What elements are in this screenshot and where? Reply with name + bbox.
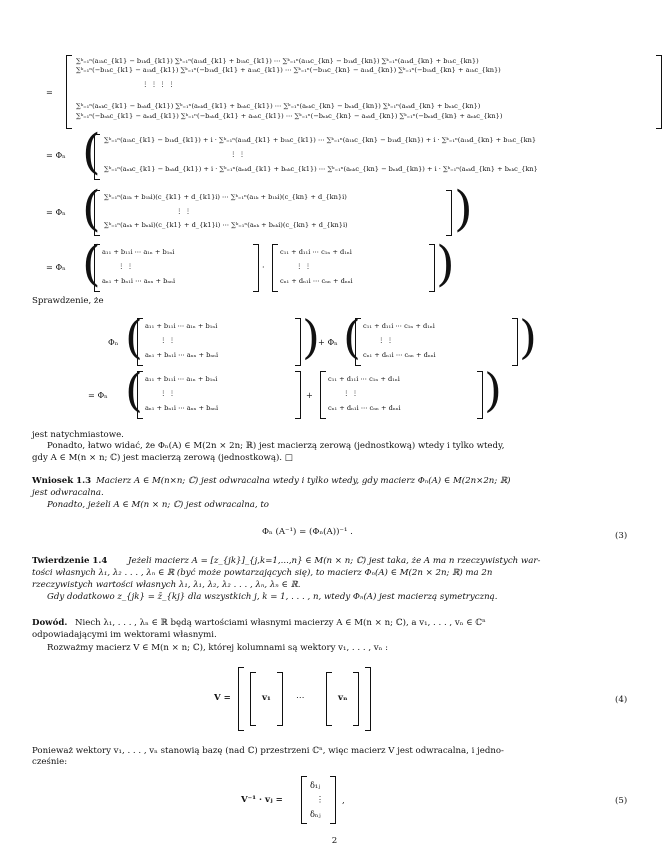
corollary-line2: jest odwracalna. <box>32 488 104 498</box>
corollary-line1: Macierz A ∈ M(n×n; ℂ) jest odwracalna wtedy i tylko wtedy, gdy macierz Φₙ(A) ∈ M(2n×2n; ℝ) <box>96 476 511 486</box>
block4-matA-right-bracket <box>253 244 259 292</box>
block3-row-3: ∑ᵏ₌₁ⁿ(aₙₖ + bₙₖi)(c_{k1} + d_{k1}i) ⋯ ∑ᵏ₌₁ⁿ(aₙₖ + bₙₖi)(c_{kn} + d_{kn}i) <box>104 221 348 229</box>
block3-left-paren: ( <box>82 181 101 237</box>
paragraph1-line3: gdy A ∈ M(n × n; ℂ) jest macierzą zerową (jednostkową). □ <box>32 453 293 463</box>
check-l1-matC-left-bracket <box>355 318 361 366</box>
theorem-line3: rzeczywistych wartości własnych λ₁, λ₁, λ₂, λ₂ . . . , λₙ, λₙ ∈ ℝ. <box>32 580 301 590</box>
block4-matC-row-2: ⋮ ⋮ <box>296 262 312 270</box>
check-l1-matC-right-bracket <box>512 318 518 366</box>
corollary-line3: Ponadto, jeżeli A ∈ M(n × n; ℂ) jest odwracalna, to <box>47 500 269 510</box>
block3-right-paren: ) <box>454 181 473 237</box>
check-phi: Φₙ <box>108 337 119 347</box>
vn-right-bracket <box>353 672 359 726</box>
block4-matC-row-1: c₁₁ + d₁₁i ⋯ c₁ₙ + d₁ₙi <box>280 248 352 256</box>
equation-number-3: (3) <box>615 531 628 541</box>
block1-row-2: ∑ᵏ₌₁ⁿ(−b₁ₖc_{k1} − a₁ₖd_{k1}) ∑ᵏ₌₁ⁿ(−b₁ₖd_{k1} + a₁ₖc_{k1}) ⋯ ∑ᵏ₌₁ⁿ(−b₁ₖc_{kn} − a₁ₖd_{kn}) ∑ᵏ₌₁ⁿ(−b₁ₖd_{kn} + a₁ₖc_{kn}) <box>76 66 501 74</box>
delta-left-bracket <box>301 776 307 824</box>
check-l1-matA-right-bracket <box>295 318 301 366</box>
paragraph1-line2: Ponadto, łatwo widać, że Φₙ(A) ∈ M(2n × 2n; ℝ) jest macierzą zerową (jednostkową) wtedy i tylko wtedy, <box>47 441 505 451</box>
block4-matA-row-2: ⋮ ⋮ <box>118 262 134 270</box>
delta-right-bracket <box>330 776 336 824</box>
check-l1-matC-row-2: ⋮ ⋮ <box>378 336 394 344</box>
check-plus: + <box>306 390 313 400</box>
v1-right-bracket <box>277 672 283 726</box>
block3-left-bracket <box>94 190 100 236</box>
check-l1-paren-b: ) <box>302 310 320 364</box>
check-l1-paren-c: ( <box>343 310 361 364</box>
proof-line5: cześnie: <box>32 757 68 767</box>
corollary-formula: Φₙ (A⁻¹) = (Φₙ(A))⁻¹ . <box>262 527 353 537</box>
paragraph1-line1: jest natychmiastowe. <box>32 430 124 440</box>
check-l2-matC-row-3: cₙ₁ + dₙ₁i ⋯ cₙₙ + dₙₙi <box>328 404 401 412</box>
page-number: 2 <box>331 836 338 846</box>
block3-row-2: ⋮ ⋮ <box>176 207 192 215</box>
equation-number-4: (4) <box>615 695 628 705</box>
theorem-line2: tości własnych λ₁, λ₂ . . . , λₙ ∈ ℝ (być może powtarzających się), to macierz Φₙ(A) ∈ M(2n × 2n; ℝ) ma 2n <box>32 568 493 578</box>
delta-comma: , <box>342 796 345 806</box>
check-l2-matA-left-bracket <box>137 371 143 419</box>
proof-line3: Rozważmy macierz V ∈ M(n × n; ℂ), której kolumnami są wektory v₁, . . . , vₙ : <box>47 643 388 653</box>
check-plus-phi: + Φₙ <box>318 337 338 347</box>
check-l1-matA-row-1: a₁₁ + b₁₁i ⋯ a₁ₙ + b₁ₙi <box>145 322 218 330</box>
delta-row-3: δₙⱼ <box>310 809 321 819</box>
check-l2-matC-row-2: ⋮ ⋮ <box>343 389 359 397</box>
delta-row-2: ⋮ <box>316 794 325 804</box>
block4-prefix: = Φₙ <box>46 262 66 272</box>
block2-prefix: = Φₙ <box>46 150 66 160</box>
check-l1-matA-row-3: aₙ₁ + bₙ₁i ⋯ aₙₙ + bₙₙi <box>145 351 219 359</box>
block4-matA-row-3: aₙ₁ + bₙ₁i ⋯ aₙₙ + bₙₙi <box>102 277 176 285</box>
V-outer-left-bracket <box>238 667 244 731</box>
proof-line4: Ponieważ wektory v₁, . . . , vₙ stanowią bazę (nad ℂ) przestrzeni ℂⁿ, więc macierz V jest odwracalna, i jedno- <box>32 746 504 756</box>
Vinv-equation: V⁻¹ · vⱼ = <box>241 795 283 805</box>
block1-row-5: ∑ᵏ₌₁ⁿ(−bₙₖc_{k1} − aₙₖd_{k1}) ∑ᵏ₌₁ⁿ(−bₙₖd_{k1} + aₙₖc_{k1}) ⋯ ∑ᵏ₌₁ⁿ(−bₙₖc_{kn} − aₙₖd_{kn}) ∑ᵏ₌₁ⁿ(−bₙₖd_{kn} + aₙₖc_{kn}) <box>76 112 503 120</box>
block1-row-3: ⋮ ⋮ ⋮ ⋮ <box>142 80 175 88</box>
check-eq-phi: = Φₙ <box>88 390 108 400</box>
check-l1-matA-row-2: ⋮ ⋮ <box>160 336 176 344</box>
check-l1-matA-left-bracket <box>137 318 143 366</box>
block4-matC-left-bracket <box>272 244 278 292</box>
block2-row-2: ⋮ ⋮ <box>230 150 246 158</box>
block4-matC-right-bracket <box>429 244 435 292</box>
check-l2-matC-right-bracket <box>477 371 483 419</box>
check-l2-matC-row-1: c₁₁ + d₁₁i ⋯ c₁ₙ + d₁ₙi <box>328 375 400 383</box>
check-l2-matC-left-bracket <box>320 371 326 419</box>
vn-left-bracket <box>326 672 332 726</box>
block4-matC-row-3: cₙ₁ + dₙ₁i ⋯ cₙₙ + dₙₙi <box>280 277 353 285</box>
block4-matA-row-1: a₁₁ + b₁₁i ⋯ a₁ₙ + b₁ₙi <box>102 248 175 256</box>
block1-equals: = <box>46 87 53 97</box>
check-l2-paren-a: ( <box>125 363 143 417</box>
block1-row-1: ∑ᵏ₌₁ⁿ(a₁ₖc_{k1} − b₁ₖd_{k1}) ∑ᵏ₌₁ⁿ(a₁ₖd_{k1} + b₁ₖc_{k1}) ⋯ ∑ᵏ₌₁ⁿ(a₁ₖc_{kn} − b₁ₖd_{kn}) ∑ᵏ₌₁ⁿ(a₁ₖd_{kn} + b₁ₖc_{kn}) <box>76 57 479 65</box>
theorem-line4: Gdy dodatkowo z_{jk} = z̄_{kj} dla wszystkich j, k = 1, . . . , n, wtedy Φₙ(A) jest macierzą symetryczną. <box>47 592 498 602</box>
proof-line1: Niech λ₁, . . . , λₙ ∈ ℝ będą wartościami własnymi macierzy A ∈ M(n × n; ℂ), a v₁, . . . , vₙ ∈ ℂⁿ <box>75 618 486 628</box>
block2-row-3: ∑ᵏ₌₁ⁿ(aₙₖc_{k1} − bₙₖd_{k1}) + i · ∑ᵏ₌₁ⁿ(aₙₖd_{k1} + bₙₖc_{k1}) ⋯ ∑ᵏ₌₁ⁿ(aₙₖc_{kn} − bₙₖd_{kn}) + i · ∑ᵏ₌₁ⁿ(aₙₖd_{kn} + bₙₖc_{kn} <box>104 165 538 173</box>
check-l1-matC-row-1: c₁₁ + d₁₁i ⋯ c₁ₙ + d₁ₙi <box>363 322 435 330</box>
proof-label: Dowód. <box>32 618 68 628</box>
proof-line2: odpowiadającymi im wektorami własnymi. <box>32 630 217 640</box>
V-equals: V = <box>214 693 231 703</box>
v1-label: v₁ <box>262 693 271 703</box>
v1-left-bracket <box>250 672 256 726</box>
block3-right-bracket <box>446 190 452 236</box>
check-intro: Sprawdzenie, że <box>32 296 104 306</box>
block2-left-bracket <box>94 134 100 180</box>
block4-matA-left-bracket <box>94 244 100 292</box>
check-l2-matA-row-2: ⋮ ⋮ <box>160 389 176 397</box>
block1-right-bracket <box>656 55 662 129</box>
block2-row-1: ∑ᵏ₌₁ⁿ(a₁ₖc_{k1} − b₁ₖd_{k1}) + i · ∑ᵏ₌₁ⁿ(a₁ₖd_{k1} + b₁ₖc_{k1}) ⋯ ∑ᵏ₌₁ⁿ(a₁ₖc_{kn} − b₁ₖd_{kn}) + i · ∑ᵏ₌₁ⁿ(a₁ₖd_{kn} + b₁ₖc_{kn} <box>104 136 537 144</box>
check-l1-matC-row-3: cₙ₁ + dₙ₁i ⋯ cₙₙ + dₙₙi <box>363 351 436 359</box>
block2-left-paren: ( <box>82 124 101 180</box>
check-l2-matA-right-bracket <box>295 371 301 419</box>
block4-dot: · <box>262 262 265 272</box>
check-l1-paren-a: ( <box>125 310 143 364</box>
theorem-label: Twierdzenie 1.4 <box>32 556 108 566</box>
delta-row-1: δ₁ⱼ <box>310 780 321 790</box>
check-l2-paren-b: ) <box>484 363 502 417</box>
V-outer-right-bracket <box>365 667 371 731</box>
vn-label: vₙ <box>338 693 348 703</box>
block3-row-1: ∑ᵏ₌₁ⁿ(a₁ₖ + b₁ₖi)(c_{k1} + d_{k1}i) ⋯ ∑ᵏ₌₁ⁿ(a₁ₖ + b₁ₖi)(c_{kn} + d_{kn}i) <box>104 193 347 201</box>
check-l1-paren-d: ) <box>519 310 537 364</box>
check-l2-matA-row-3: aₙ₁ + bₙ₁i ⋯ aₙₙ + bₙₙi <box>145 404 219 412</box>
block1-left-bracket <box>66 55 72 129</box>
corollary-label: Wniosek 1.3 <box>32 476 92 486</box>
equation-number-5: (5) <box>615 796 628 806</box>
block1-row-4: ∑ᵏ₌₁ⁿ(aₙₖc_{k1} − bₙₖd_{k1}) ∑ᵏ₌₁ⁿ(aₙₖd_{k1} + bₙₖc_{k1}) ⋯ ∑ᵏ₌₁ⁿ(aₙₖc_{kn} − bₙₖd_{kn}) ∑ᵏ₌₁ⁿ(aₙₖd_{kn} + bₙₖc_{kn}) <box>76 102 481 110</box>
V-dots: ⋯ <box>296 693 305 703</box>
check-l2-matA-row-1: a₁₁ + b₁₁i ⋯ a₁ₙ + b₁ₙi <box>145 375 218 383</box>
theorem-line1: Jeżeli macierz A = [z_{jk}]_{j,k=1,...,n} ∈ M(n × n; ℂ) jest taka, że A ma n rzeczywistych war- <box>128 556 541 566</box>
block3-prefix: = Φₙ <box>46 207 66 217</box>
block4-left-paren: ( <box>82 236 101 292</box>
block4-right-paren: ) <box>436 236 455 292</box>
